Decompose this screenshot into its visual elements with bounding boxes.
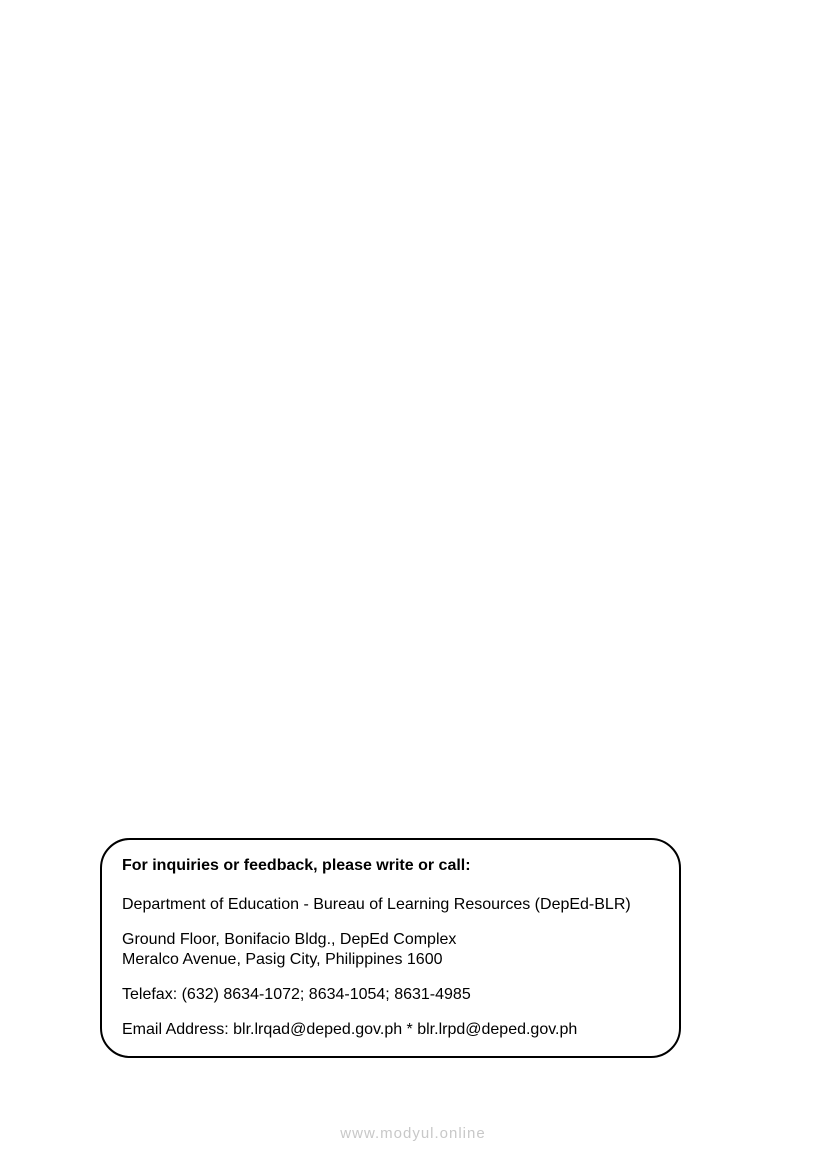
- telefax-numbers: Telefax: (632) 8634-1072; 8634-1054; 8631-4985: [122, 986, 471, 1003]
- watermark-text: www.modyul.online: [340, 1125, 486, 1142]
- department-name: Department of Education - Bureau of Learning Resources (DepEd-BLR): [122, 896, 631, 913]
- contact-info-box: [100, 838, 681, 1058]
- contact-heading: For inquiries or feedback, please write or call:: [122, 857, 471, 874]
- address-line-1: Ground Floor, Bonifacio Bldg., DepEd Complex: [122, 931, 457, 948]
- email-address: Email Address: blr.lrqad@deped.gov.ph * blr.lrpd@deped.gov.ph: [122, 1021, 578, 1038]
- address-line-2: Meralco Avenue, Pasig City, Philippines 1600: [122, 951, 443, 968]
